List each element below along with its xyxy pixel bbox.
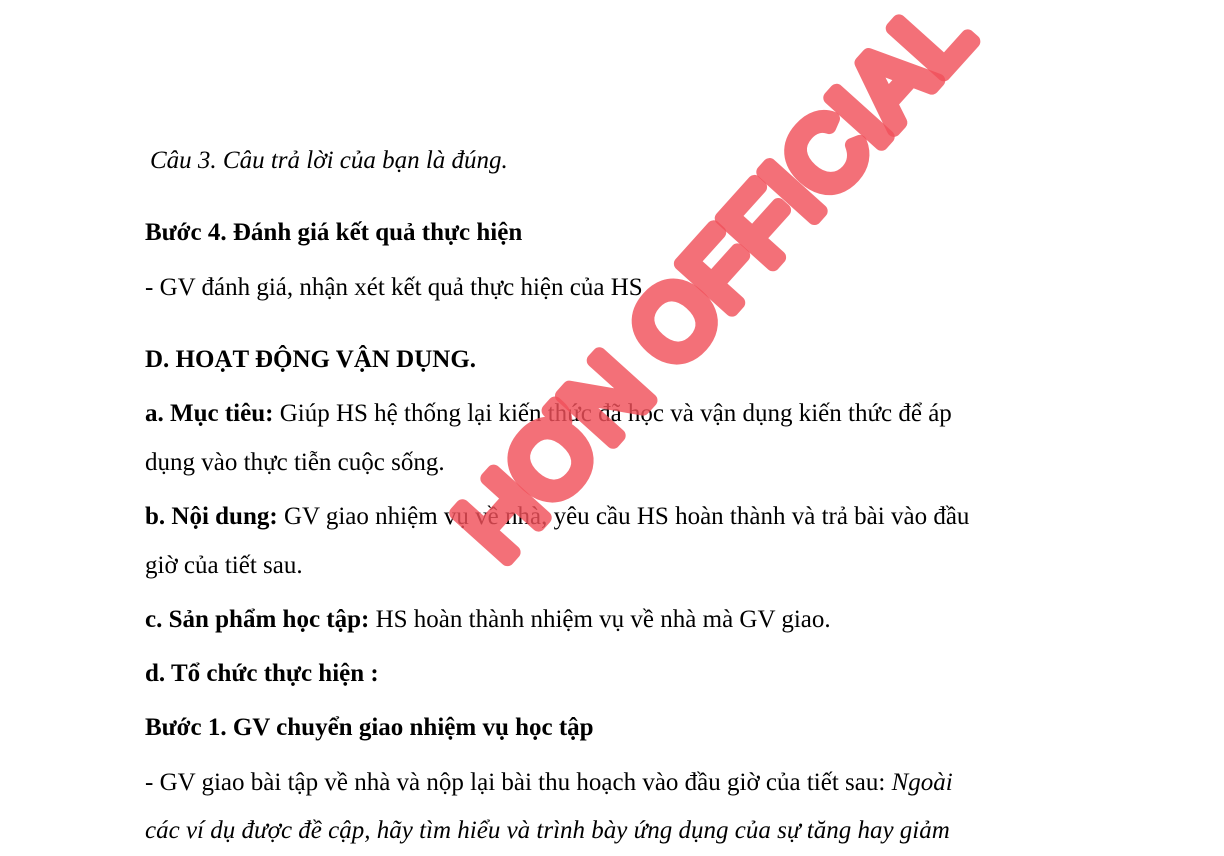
paragraph-task-cont: các ví dụ được đề cập, hãy tìm hiểu và trình bày ứng dụng của sự tăng hay giảm xyxy=(145,817,950,844)
text-san-pham: HS hoàn thành nhiệm vụ về nhà mà GV giao. xyxy=(369,606,831,633)
answer-line-cau-3: Câu 3. Câu trả lời của bạn là đúng. xyxy=(150,147,508,174)
paragraph-noi-dung-cont: giờ của tiết sau. xyxy=(145,552,303,579)
paragraph-san-pham xyxy=(145,605,831,635)
text-task: - GV giao bài tập về nhà và nộp lại bài thu hoạch vào đầu giờ của tiết sau: xyxy=(145,769,892,796)
heading-buoc-1: Bước 1. GV chuyển giao nhiệm vụ học tập xyxy=(145,714,594,741)
paragraph-noi-dung xyxy=(145,502,969,532)
label-san-pham: c. Sản phẩm học tập: xyxy=(145,606,370,633)
paragraph-buoc-4: - GV đánh giá, nhận xét kết quả thực hiện của HS xyxy=(145,274,643,301)
text-muc-tieu: Giúp HS hệ thống lại kiến thức đã học và vận dụng kiến thức để áp xyxy=(273,400,952,427)
section-d-heading: D. HOẠT ĐỘNG VẬN DỤNG. xyxy=(145,346,477,373)
text-task-italic: Ngoài xyxy=(891,769,953,796)
label-noi-dung: b. Nội dung: xyxy=(145,503,278,530)
paragraph-muc-tieu-cont: dụng vào thực tiễn cuộc sống. xyxy=(145,449,445,476)
paragraph-task xyxy=(145,768,953,798)
text-noi-dung: GV giao nhiệm vụ về nhà, yêu cầu HS hoàn thành và trả bài vào đầu xyxy=(277,503,970,530)
heading-buoc-4: Bước 4. Đánh giá kết quả thực hiện xyxy=(145,219,523,246)
label-muc-tieu: a. Mục tiêu: xyxy=(145,400,274,427)
heading-to-chuc: d. Tổ chức thực hiện : xyxy=(145,660,379,687)
paragraph-muc-tieu xyxy=(145,399,952,429)
